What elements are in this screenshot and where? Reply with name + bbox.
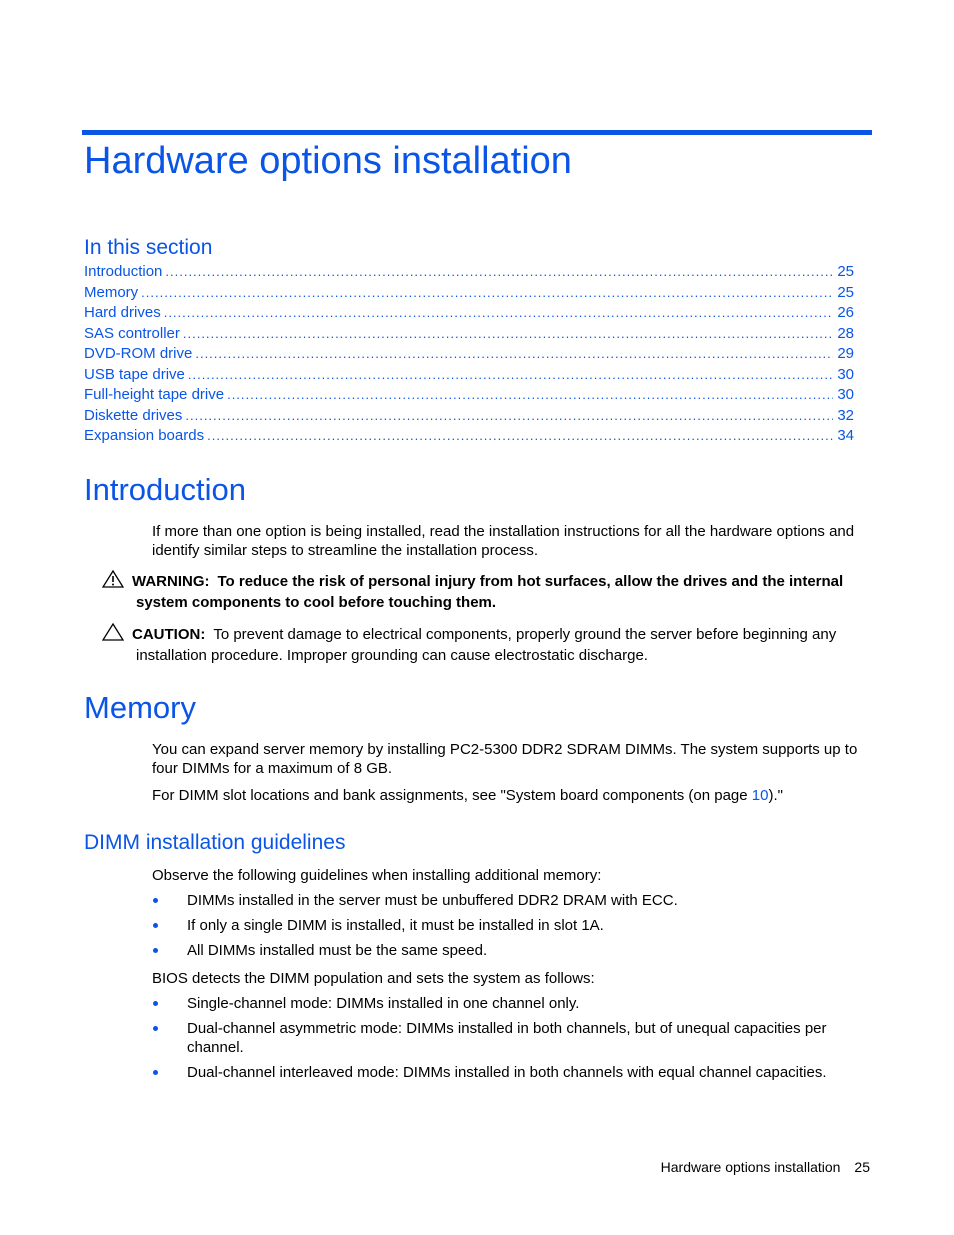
bullet-dot — [153, 923, 158, 928]
bullet-dot — [153, 948, 158, 953]
caution-text: To prevent damage to electrical components, properly ground the server before beginning any installation procedure. Improper grounding can cause electrostatic discharge. — [136, 626, 837, 664]
bios-intro: BIOS detects the DIMM population and sets the system as follows: — [152, 970, 595, 987]
toc-entry-page: 25 — [837, 283, 854, 301]
toc-entry-label: DVD-ROM drive — [84, 345, 193, 362]
toc-entry-label: Full-height tape drive — [84, 386, 225, 403]
list-item: Single-channel mode: DIMMs installed in one channel only. — [152, 994, 868, 1013]
toc-dot-leader — [183, 324, 833, 345]
warning-text: To reduce the risk of personal injury from hot surfaces, allow the drives and the internal system components to cool before touching them. — [136, 573, 844, 611]
list-item: DIMMs installed in the server must be unbuffered DDR2 DRAM with ECC. — [152, 891, 868, 910]
dimm-guidelines-heading: DIMM installation guidelines — [84, 831, 346, 854]
toc-entry-page: 30 — [837, 365, 854, 383]
toc-dot-leader — [165, 262, 833, 283]
memory-reference-text-end: )." — [768, 787, 783, 804]
toc-entry-page: 25 — [837, 263, 854, 280]
bullet-dot — [153, 898, 158, 903]
toc-entry-label: Memory — [84, 283, 139, 301]
toc-entry-page: 32 — [837, 406, 854, 424]
footer-section-title: Hardware options installation — [660, 1159, 841, 1175]
caution-notice — [102, 623, 898, 666]
dimm-guidelines-intro: Observe the following guidelines when installing additional memory: — [152, 867, 602, 884]
table-of-contents — [84, 262, 854, 447]
toc-entry-label: Introduction — [84, 263, 163, 280]
page-footer — [560, 1158, 870, 1177]
toc-entry-memory[interactable] — [84, 283, 854, 304]
list-item: All DIMMs installed must be the same speed. — [152, 941, 868, 960]
list-item: Dual-channel interleaved mode: DIMMs installed in both channels with equal channel capacities. — [152, 1063, 868, 1082]
toc-entry-label: Expansion boards — [84, 427, 205, 444]
introduction-heading: Introduction — [84, 472, 246, 507]
toc-dot-leader — [207, 426, 833, 447]
bullet-dot — [153, 1026, 158, 1031]
toc-entry-hard-drives[interactable] — [84, 303, 854, 324]
bios-modes-list — [152, 994, 868, 1088]
toc-entry-diskette-drives[interactable] — [84, 406, 854, 427]
memory-paragraph: You can expand server memory by installing PC2-5300 DDR2 SDRAM DIMMs. The system supports up to four DIMMs for a maximum of 8 GB. — [152, 741, 858, 777]
toc-dot-leader — [195, 344, 833, 365]
toc-dot-leader — [227, 385, 833, 406]
toc-entry-dvd-rom-drive[interactable] — [84, 344, 854, 365]
toc-entry-page: 28 — [837, 324, 854, 342]
list-item: If only a single DIMM is installed, it must be installed in slot 1A. — [152, 916, 868, 935]
toc-heading: In this section — [84, 236, 213, 259]
toc-entry-sas-controller[interactable] — [84, 324, 854, 345]
warning-triangle-icon — [102, 570, 124, 588]
page-reference-link[interactable]: 10 — [751, 787, 769, 804]
toc-dot-leader — [164, 303, 834, 324]
toc-entry-page: 26 — [837, 304, 854, 321]
toc-entry-page: 29 — [837, 345, 854, 362]
warning-label: WARNING: — [132, 573, 210, 590]
caution-triangle-icon — [102, 623, 124, 641]
introduction-paragraph: If more than one option is being installed, read the installation instructions for all the hardware options and identify similar steps to streamline the installation process. — [152, 523, 855, 559]
toc-entry-label: SAS controller — [84, 324, 180, 342]
toc-entry-page: 34 — [837, 427, 854, 444]
chapter-title: Hardware options installation — [84, 140, 572, 182]
footer-page-number: 25 — [854, 1159, 870, 1175]
toc-entry-label: Diskette drives — [84, 406, 183, 424]
toc-dot-leader — [141, 283, 833, 304]
memory-reference-text: For DIMM slot locations and bank assignments, see "System board components (on page — [152, 787, 752, 804]
dimm-guidelines-list — [152, 891, 868, 966]
toc-entry-usb-tape-drive[interactable] — [84, 365, 854, 386]
bullet-dot — [153, 1001, 158, 1006]
caution-label: CAUTION: — [132, 626, 206, 643]
warning-notice — [102, 570, 898, 613]
toc-entry-full-height-tape-drive[interactable] — [84, 385, 854, 406]
toc-entry-page: 30 — [837, 386, 854, 403]
toc-dot-leader — [185, 406, 833, 427]
toc-entry-introduction[interactable] — [84, 262, 854, 283]
toc-dot-leader — [188, 365, 833, 386]
memory-reference-paragraph — [152, 786, 868, 805]
toc-entry-label: USB tape drive — [84, 365, 185, 383]
bullet-dot — [153, 1070, 158, 1075]
memory-heading: Memory — [84, 690, 196, 725]
toc-entry-label: Hard drives — [84, 304, 161, 321]
chapter-rule — [82, 130, 872, 135]
list-item: Dual-channel asymmetric mode: DIMMs installed in both channels, but of unequal capacities per channel. — [152, 1019, 868, 1057]
toc-entry-expansion-boards[interactable] — [84, 426, 854, 447]
